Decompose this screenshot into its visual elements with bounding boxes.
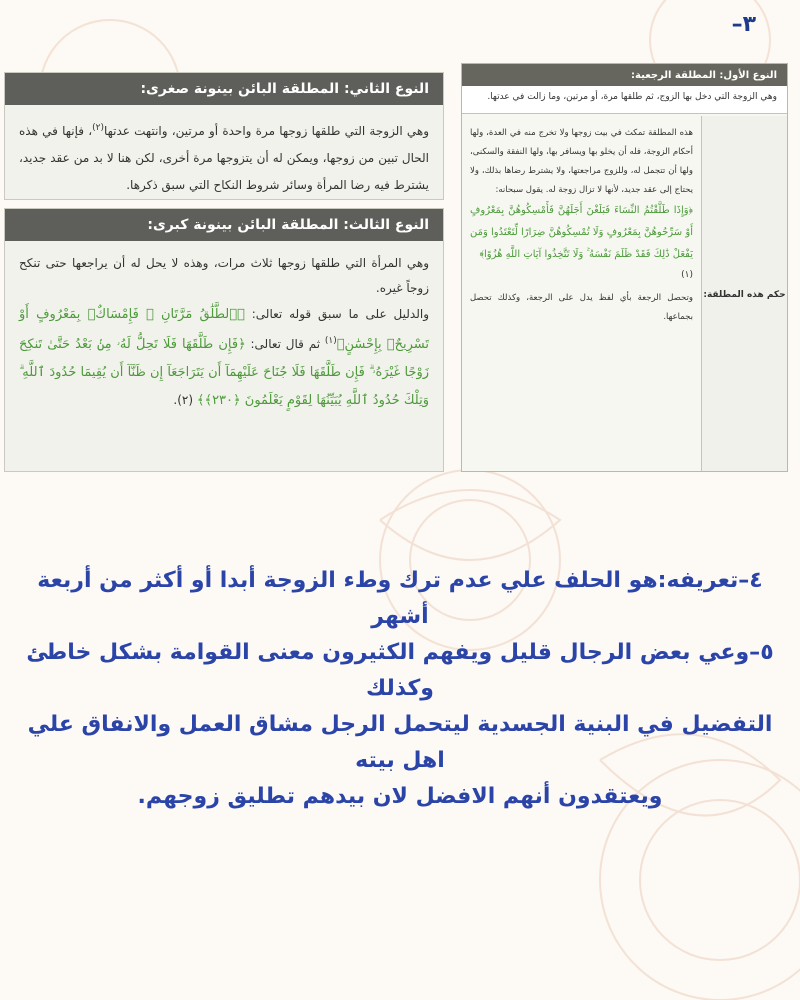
page-number: ٣– <box>731 12 756 37</box>
first-type-table-card <box>461 63 788 472</box>
ruling-content <box>462 116 701 472</box>
footnote-marker: (١) <box>681 270 693 280</box>
third-type-title: النوع الثالث: المطلقة البائن بينونة كبرى: <box>5 209 443 241</box>
third-type-body <box>5 241 443 425</box>
quran-verse-first-type: ﴿وَإِذَا طَلَّقْتُمُ النِّسَاءَ فَبَلَغْنَ أَجَلَهُنَّ فَأَمْسِكُوهُنَّ بِمَعْرُوفٍ أَوْ سَرِّحُوهُنَّ بِمَعْرُوفٍ وَلَا تُمْسِكُوهُنَّ ضِرَارًا لِّتَعْتَدُوا وَمَن يَفْعَلْ ذَٰلِكَ فَقَدْ ظَلَمَ نَفْسَهُ ۚ وَلَا تَتَّخِذُوا آيَاتِ اللَّهِ هُزُوًا﴾ <box>470 205 693 260</box>
ruling-outro-text: وتحصل الرجعة بأي لفظ يدل على الرجعة، وكذلك تحصل بجماعها. <box>470 292 693 322</box>
first-type-title: النوع الأول: المطلقة الرجعية: <box>462 64 787 86</box>
third-type-definition: وهي المرأة التي طلقها زوجها ثلاث مرات، وهذه لا يحل له أن يراجعها حتى تنكح زوجاً غيره. <box>19 256 429 295</box>
second-type-body-start: وهي الزوجة التي طلقها زوجها مرة واحدة أو مرتين، وانتهت عدتها <box>103 124 430 138</box>
second-type-body-end: ، فإنها في هذه الحال تبين من زوجها، ويمكن له أن يتزوجها مرة أخرى، لكن هنا لا بد من عقد جديد، يشترط فيه رضا المرأة وسائر شروط النكاح التي سبق ذكرها. <box>19 124 429 192</box>
second-type-body <box>5 105 443 200</box>
evidence-intro: والدليل على ما سبق قوله تعالى: <box>251 307 429 321</box>
main-explanation-text <box>10 563 790 815</box>
third-type-card <box>4 208 444 472</box>
second-type-title: النوع الثاني: المطلقة البائن بينونة صغرى: <box>5 73 443 105</box>
main-text-line: ٥–وعي بعض الرجال قليل ويفهم الكثيرون معنى القوامة بشكل خاطئ وكذلك <box>26 640 774 701</box>
quran-verse-1: ﴿ٱلطَّلَٰقُ مَرَّتَانِ ۖ فَإِمْسَاكٌۢ بِمَعْرُوفٍ أَوْ تَسْرِيحٌۢ بِإِحْسَٰنٍ﴾ <box>19 307 429 352</box>
main-text-line: التفضيل في البنية الجسدية ليتحمل الرجل مشاق العمل والانفاق علي اهل بيته <box>27 712 773 773</box>
footnote-marker: (٢). <box>173 393 194 407</box>
main-text-line: ٤–تعريفه:هو الحلف علي عدم ترك وطء الزوجة أبدا أو أكثر من أربعة أشهر <box>37 568 763 629</box>
footnote-marker: (٢) <box>92 123 104 133</box>
ruling-intro-text: هذه المطلقة تمكث في بيت زوجها ولا تخرج منه في العدة، ولها أحكام الزوجة، فله أن يخلو بها ويسافر بها، ولها النفقة والسكنى، ولها أن تتجمل له، وللزوج مراجعتها، ولا يشترط رضاها بذلك، ولا يحتاج إلى عقد جديد، لأنها لا تزال زوجة له. يقول سبحانه: <box>470 128 693 195</box>
second-type-card <box>4 72 444 200</box>
first-type-ruling-row <box>462 116 787 472</box>
first-type-definition: وهي الزوجة التي دخل بها الزوج، ثم طلقها مرة، أو مرتين، وما زالت في عدتها. <box>462 86 787 114</box>
footnote-marker: (١) <box>324 336 337 346</box>
ruling-label: حكم هذه المطلقة: <box>701 116 787 472</box>
quran-verse-2: ﴿فَإِن طَلَّقَهَا فَلَا تَحِلُّ لَهُۥ مِنۢ بَعْدُ حَتَّىٰ تَنكِحَ زَوْجًا غَيْرَهُۥ ۗ فَإِن طَلَّقَهَا فَلَا جُنَاحَ عَلَيْهِمَآ أَن يَتَرَاجَعَآ إِن ظَنَّآ أَن يُقِيمَا حُدُودَ ٱللَّهِ ۗ وَتِلْكَ حُدُودُ ٱللَّهِ يُبَيِّنُهَا لِقَوْمٍ يَعْلَمُونَ ﴿٢٣٠﴾﴾ <box>19 337 429 408</box>
then-said-text: ثم قال تعالى: <box>250 337 321 351</box>
main-text-line: ويعتقدون أنهم الافضل لان بيدهم تطليق زوجهم. <box>137 784 663 809</box>
